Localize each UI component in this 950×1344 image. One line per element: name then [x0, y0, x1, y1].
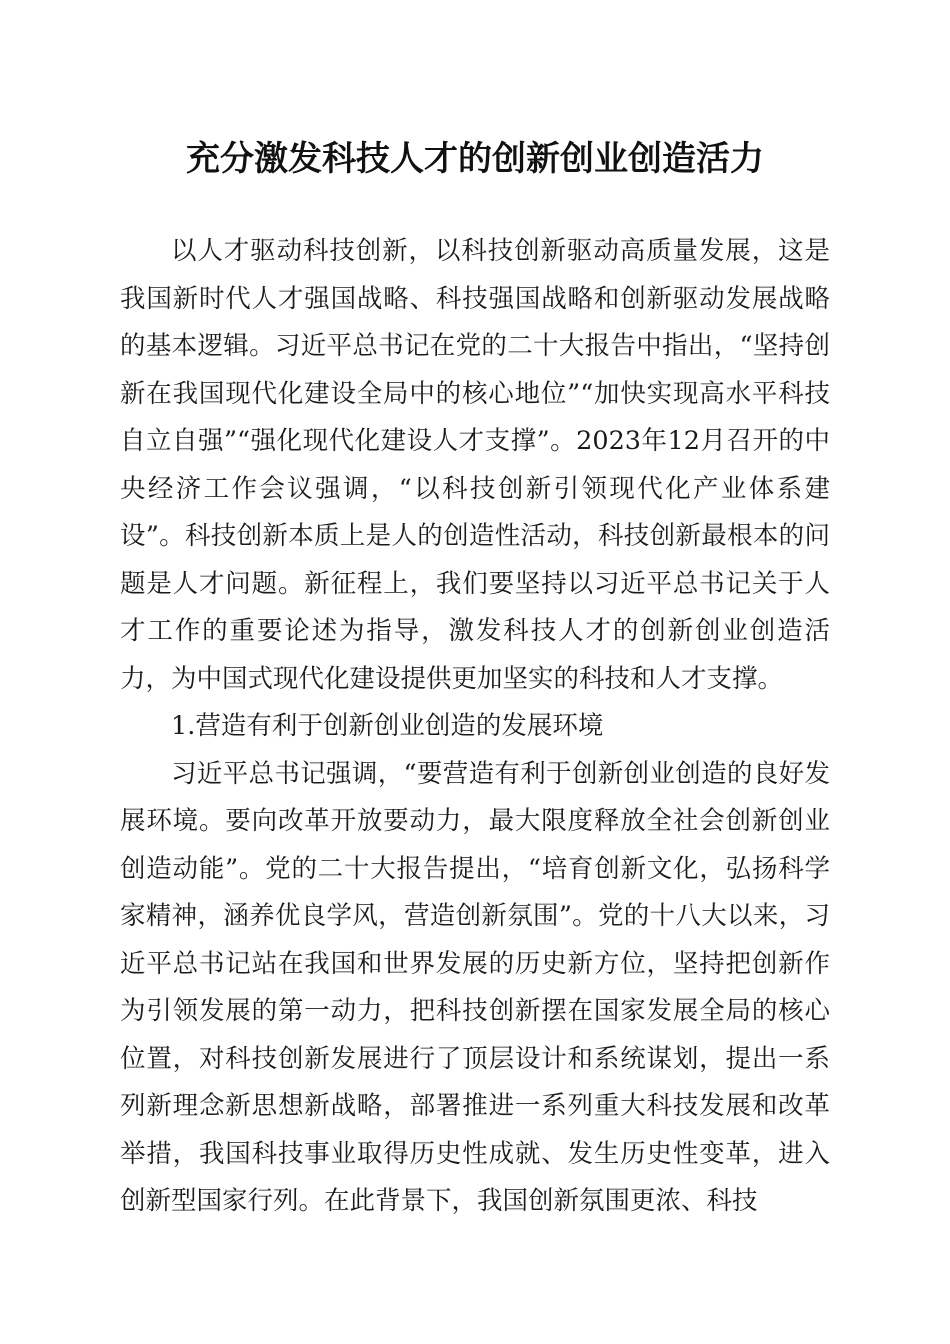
- paragraph-section-1: 习近平总书记强调，“要营造有利于创新创业创造的良好发展环境。要向改革开放要动力，最大限度释放全社会创新创业创造动能”。党的二十大报告提出，“培育创新文化，弘扬科学家精神，涵养优良学风，营造创新氛围”。党的十八大以来，习近平总书记站在我国和世界发展的历史新方位，坚持把创新作为引领发展的第一动力，把科技创新摆在国家发展全局的核心位置，对科技创新发展进行了顶层设计和系统谋划，提出一系列新理念新思想新战略，部署推进一系列重大科技发展和改革举措，我国科技事业取得历史性成就、发生历史性变革，进入创新型国家行列。在此背景下，我国创新氛围更浓、科技: [120, 758, 830, 1216]
- document-body: [120, 228, 830, 1226]
- section-heading-1: 1.营造有利于创新创业创造的发展环境: [171, 711, 604, 741]
- paragraph-intro: 以人才驱动科技创新，以科技创新驱动高质量发展，这是我国新时代人才强国战略、科技强国战略和创新驱动发展战略的基本逻辑。习近平总书记在党的二十大报告中指出，“坚持创新在我国现代化建设全局中的核心地位”“加快实现高水平科技自立自强”“强化现代化建设人才支撑”。2023年12月召开的中央经济工作会议强调，“以科技创新引领现代化产业体系建设”。科技创新本质上是人的创造性活动，科技创新最根本的问题是人才问题。新征程上，我们要坚持以习近平总书记关于人才工作的重要论述为指导，激发科技人才的创新创业创造活力，为中国式现代化建设提供更加坚实的科技和人才支撑。: [120, 236, 830, 694]
- document-title: 充分激发科技人才的创新创业创造活力: [186, 139, 764, 179]
